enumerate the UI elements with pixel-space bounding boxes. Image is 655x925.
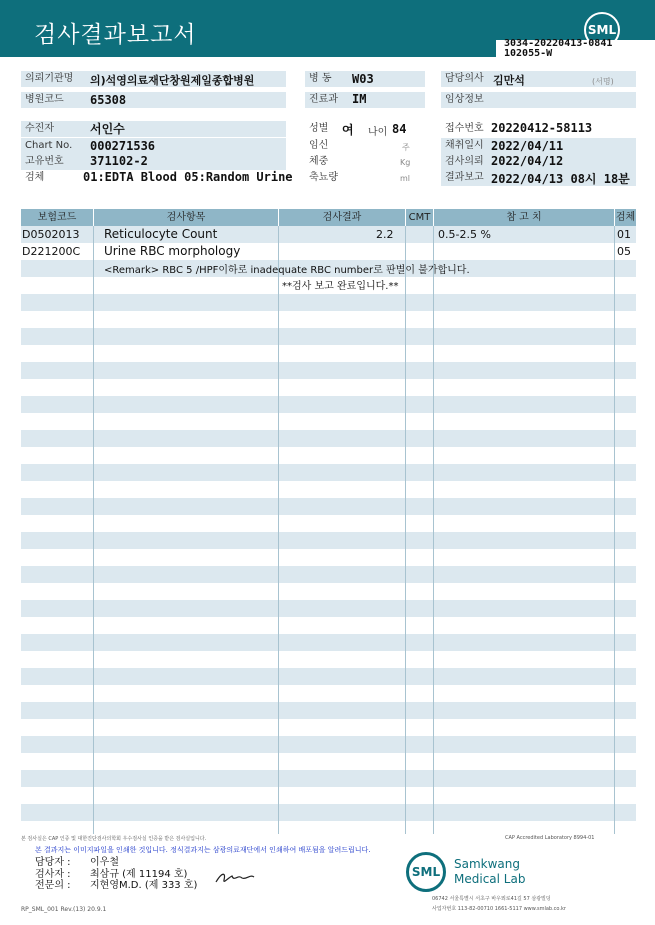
form-id: RP_SML_001 Rev.(13) 20.9.1 [21, 906, 107, 913]
row1-code: D0502013 [22, 228, 80, 241]
row1-specimen: 01 [617, 228, 631, 241]
col-header-specimen: 검체 [615, 209, 636, 226]
dept-value: IM [352, 92, 367, 106]
row1-ref: 0.5-2.5 % [438, 228, 491, 241]
sml-brand-logo-icon: SML [406, 852, 446, 892]
table-row-stripe [21, 294, 636, 311]
col-divider [405, 226, 406, 834]
table-row-stripe [21, 396, 636, 413]
col-header-item: 검사항목 [94, 209, 278, 226]
specialist-label: 전문의 : [35, 880, 71, 891]
ward-label: 병 동 [305, 71, 425, 87]
manager-label: 담당자 : [35, 857, 71, 868]
pregnancy-unit: 주 [402, 143, 410, 152]
table-row-stripe [21, 328, 636, 345]
chart-label: Chart No. [21, 138, 286, 154]
hospital-code-value: 65308 [90, 93, 127, 107]
report-complete: **검사 보고 완료입니다.** [282, 281, 399, 292]
examiner-value: 최삼규 (제 11194 호) [90, 869, 188, 880]
row2-item: Urine RBC morphology [104, 244, 241, 258]
image-notice: 본 결과지는 이미지파일을 인쇄한 것입니다. 정식결과지는 삼광의료재단에서 인쇄하여 배포됨을 알려드립니다. [35, 846, 371, 854]
specimen-value: 01:EDTA Blood 05:Random Urine [83, 170, 293, 184]
sml-logo-icon: SML [584, 12, 620, 48]
table-row-stripe [21, 464, 636, 481]
table-row-stripe [21, 566, 636, 583]
table-row-stripe [21, 430, 636, 447]
patient-label: 수진자 [21, 121, 286, 137]
clinical-label: 임상정보 [441, 92, 636, 108]
examiner-label: 검사자 : [35, 869, 71, 880]
col-divider [278, 226, 279, 834]
col-divider [614, 226, 615, 834]
table-row-stripe [21, 634, 636, 651]
specimen-label: 검체 [25, 172, 45, 183]
doc-id-line1: 3034-20220413-0841 [504, 38, 613, 49]
doctor-label: 담당의사 [441, 71, 636, 87]
row1-result: 2.2 [376, 228, 394, 241]
requested-label: 검사의뢰 [441, 154, 636, 170]
remark-text: <Remark> RBC 5 /HPF이하로 inadequate RBC number로 판별이 불가합니다. [104, 265, 470, 276]
collected-label: 채취일시 [441, 138, 636, 154]
sex-label: 성별 [309, 123, 329, 134]
table-row-stripe [21, 668, 636, 685]
hospital-code-label: 병원코드 [21, 92, 286, 108]
accession-value: 20220412-58113 [491, 121, 593, 135]
table-row-stripe [21, 736, 636, 753]
accession-label: 접수번호 [445, 123, 484, 134]
age-value: 84 [392, 122, 407, 136]
urine-label: 축뇨량 [309, 172, 338, 183]
chart-value: 000271536 [90, 139, 156, 153]
table-row-stripe [21, 362, 636, 379]
weight-unit: Kg [400, 158, 411, 167]
col-divider [93, 226, 94, 834]
dept-label: 진료과 [305, 92, 425, 108]
institution-value: 의)석영의료재단창원제일종합병원 [90, 74, 255, 87]
address: 06742 서울특별시 서초구 바우뫼로41길 57 삼광빌딩 [432, 896, 551, 902]
page-title: 검사결과보고서 [34, 22, 197, 48]
col-header-code: 보험코드 [21, 209, 93, 226]
contact: 사업자번호 113-82-00710 1661-5117 www.smlab.co.kr [432, 906, 566, 912]
table-row-stripe [21, 498, 636, 515]
ward-value: W03 [352, 72, 374, 86]
table-row-stripe [21, 702, 636, 719]
row2-code: D221200C [22, 245, 81, 258]
weight-label: 체중 [309, 156, 329, 167]
age-label: 나이 [368, 127, 388, 138]
collected-value: 2022/04/11 [491, 139, 564, 153]
table-row-stripe [21, 600, 636, 617]
signature-icon [214, 868, 256, 886]
sex-value: 여 [342, 123, 354, 137]
manager-value: 이우철 [90, 857, 119, 868]
table-row-stripe [21, 770, 636, 787]
pregnancy-label: 임신 [309, 140, 329, 151]
patient-value: 서인수 [90, 122, 125, 136]
col-header-result: 검사결과 [279, 209, 405, 226]
cert-note: 본 검사실은 CAP 인증 및 대한진단검사의학회 우수검사실 인증을 받은 검사실입니다. [21, 836, 207, 842]
unique-value: 371102-2 [90, 154, 148, 168]
brand-name-2: Medical Lab [454, 872, 526, 886]
col-divider [433, 226, 434, 834]
requested-value: 2022/04/12 [491, 154, 564, 168]
doc-id-line2: 102055-W [504, 48, 553, 59]
table-row-stripe [21, 804, 636, 821]
row1-item: Reticulocyte Count [104, 227, 218, 241]
reported-value: 2022/04/13 08시 18분 [491, 172, 630, 186]
doctor-value: 김만석 [493, 74, 525, 87]
doctor-sign: (서명) [592, 77, 614, 86]
unique-label: 고유번호 [21, 154, 286, 170]
specialist-value: 지현영M.D. (제 333 호) [90, 880, 198, 891]
urine-unit: ml [400, 174, 411, 183]
table-row-stripe [21, 532, 636, 549]
col-header-cmt: CMT [406, 209, 433, 226]
col-header-ref: 참 고 치 [434, 209, 614, 226]
brand-name-1: Samkwang [454, 857, 520, 871]
cap-note: CAP Accredited Laboratory 8994-01 [505, 835, 595, 841]
row2-specimen: 05 [617, 245, 631, 258]
institution-label: 의뢰기관명 [21, 71, 286, 87]
reported-label: 결과보고 [441, 170, 636, 186]
